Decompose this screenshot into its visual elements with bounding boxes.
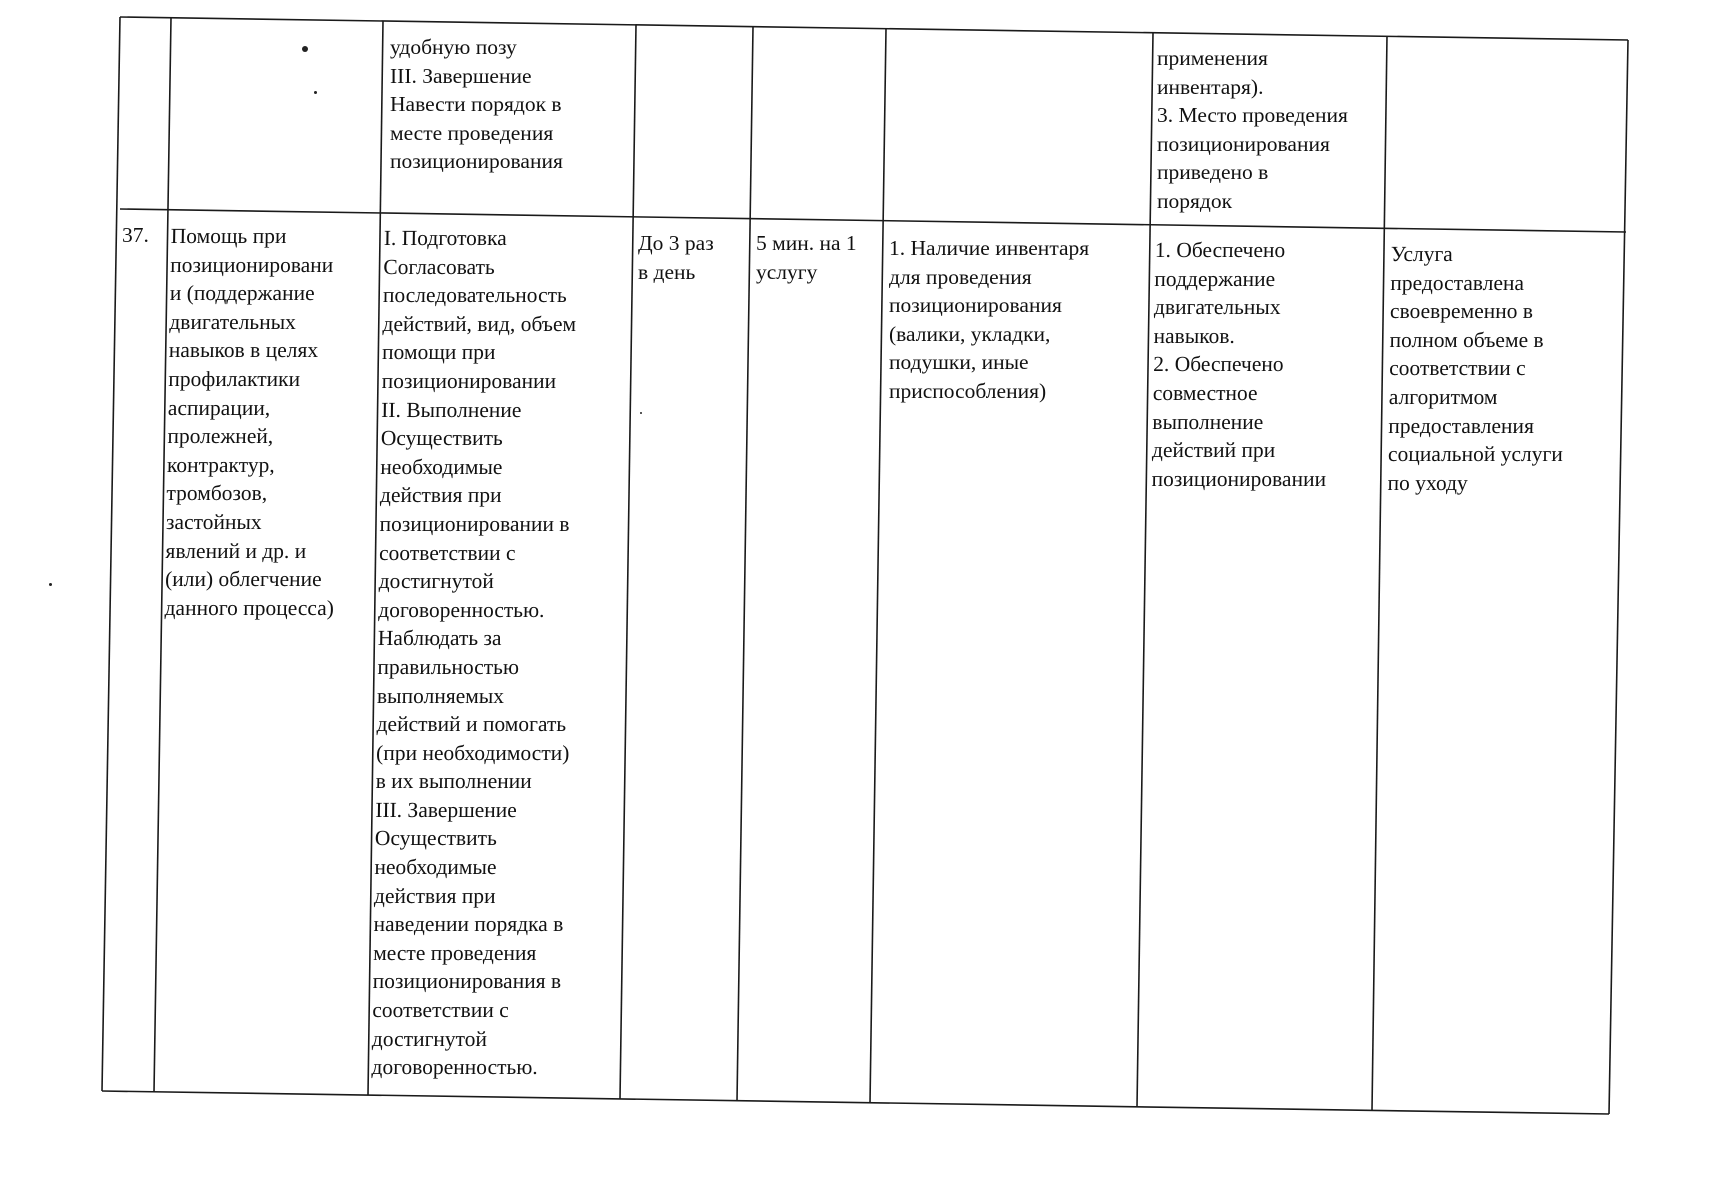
row-number: 37. bbox=[122, 223, 149, 247]
scan-speck bbox=[49, 583, 52, 586]
conditions-cell: 1. Наличие инвентаря для проведения позиционирования (валики, укладки, подушки, иные приспособления) bbox=[889, 236, 1090, 403]
evaluation-cell: Услуга предоставлена своевременно в полном объеме в соответствии с алгоритмом предоставления социальной услуги по уходу bbox=[1387, 242, 1563, 495]
frequency-cell: До 3 раз в день bbox=[638, 231, 714, 284]
duration-cell: 5 мин. на 1 услугу bbox=[756, 231, 857, 284]
service-name-cell: Помощь при позиционировани и (поддержание двигательных навыков в целях профилактики аспирации, пролежней, контрактур, тромбозов, застойных явлений и др. и (или) облегчение данного процесса) bbox=[164, 224, 335, 620]
continuation-procedure-cell: удобную позу III. Завершение Навести порядок в месте проведения позиционирования bbox=[390, 35, 563, 174]
scan-speck bbox=[640, 412, 642, 414]
scan-speck bbox=[302, 46, 308, 52]
procedure-cell: I. Подготовка Согласовать последовательность действий, вид, объем помощи при позиционировании II. Выполнение Осуществить необходимые действия при позиционировании в соответствии с достигнутой договоренностью. Наблюдать за правильностью выполняемых действий и помогать (при необходимости) в их выполнении III. Завершение Осуществить необходимые действия при наведении порядка в месте проведения позиционирования в соответствии с достигнутой договоренностью. bbox=[371, 226, 577, 1080]
scan-speck bbox=[314, 91, 317, 94]
indicators-cell: 1. Обеспечено поддержание двигательных навыков. 2. Обеспечено совместное выполнение действий при позиционировании bbox=[1151, 238, 1327, 491]
continuation-indicators-cell: применения инвентаря). 3. Место проведения позиционирования приведено в порядок bbox=[1157, 46, 1348, 213]
